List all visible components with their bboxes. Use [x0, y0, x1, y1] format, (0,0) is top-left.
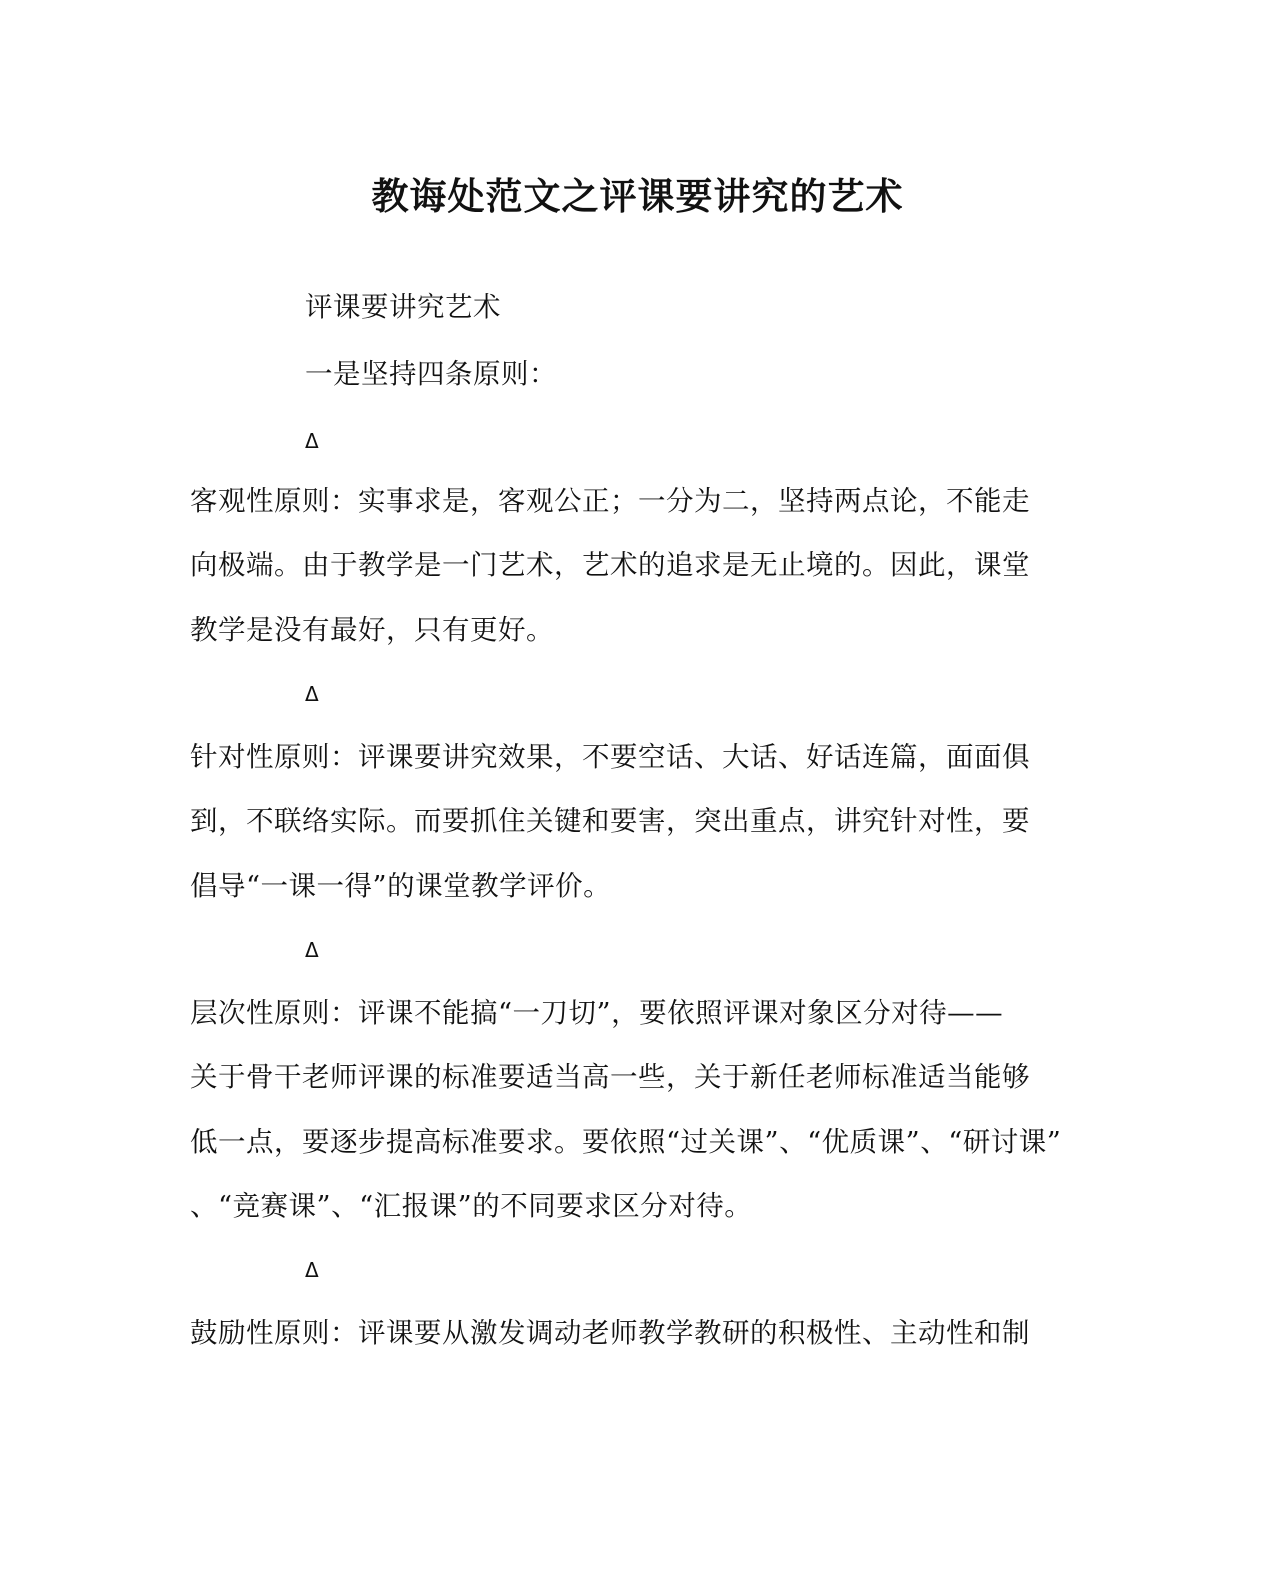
document-title: 教诲处范文之评课要讲究的艺术	[371, 174, 904, 218]
principle-2-line-3: 倡导“一课一得”的课堂教学评价。	[190, 870, 612, 902]
principle-3-line-1: 层次性原则：评课不能搞“一刀切”，要依照评课对象区分对待——	[190, 997, 1004, 1029]
triangle-marker-4: Δ	[305, 1258, 319, 1282]
triangle-marker-2: Δ	[305, 682, 319, 706]
principle-2-line-1: 针对性原则：评课要讲究效果，不要空话、大话、好话连篇，面面俱	[190, 741, 1030, 773]
principle-1-line-2: 向极端。由于教学是一门艺术，艺术的追求是无止境的。因此，课堂	[190, 549, 1030, 581]
principle-1-line-1: 客观性原则：实事求是，客观公正；一分为二，坚持两点论，不能走	[190, 485, 1030, 517]
principle-3-line-4: 、“竞赛课”、“汇报课”的不同要求区分对待。	[190, 1190, 753, 1222]
triangle-marker-3: Δ	[305, 938, 319, 962]
principle-3-line-3: 低一点，要逐步提高标准要求。要依照“过关课”、“优质课”、“研讨课”	[190, 1126, 1062, 1158]
principle-2-line-2: 到，不联络实际。而要抓住关键和要害，突出重点，讲究针对性，要	[190, 805, 1030, 837]
section-heading: 评课要讲究艺术	[305, 291, 501, 323]
intro-text: 一是坚持四条原则：	[305, 358, 557, 390]
triangle-marker-1: Δ	[305, 429, 319, 453]
principle-4-line-1: 鼓励性原则：评课要从激发调动老师教学教研的积极性、主动性和制	[190, 1317, 1030, 1349]
principle-1-line-3: 教学是没有最好，只有更好。	[190, 614, 554, 646]
principle-3-line-2: 关于骨干老师评课的标准要适当高一些，关于新任老师标准适当能够	[190, 1061, 1030, 1093]
